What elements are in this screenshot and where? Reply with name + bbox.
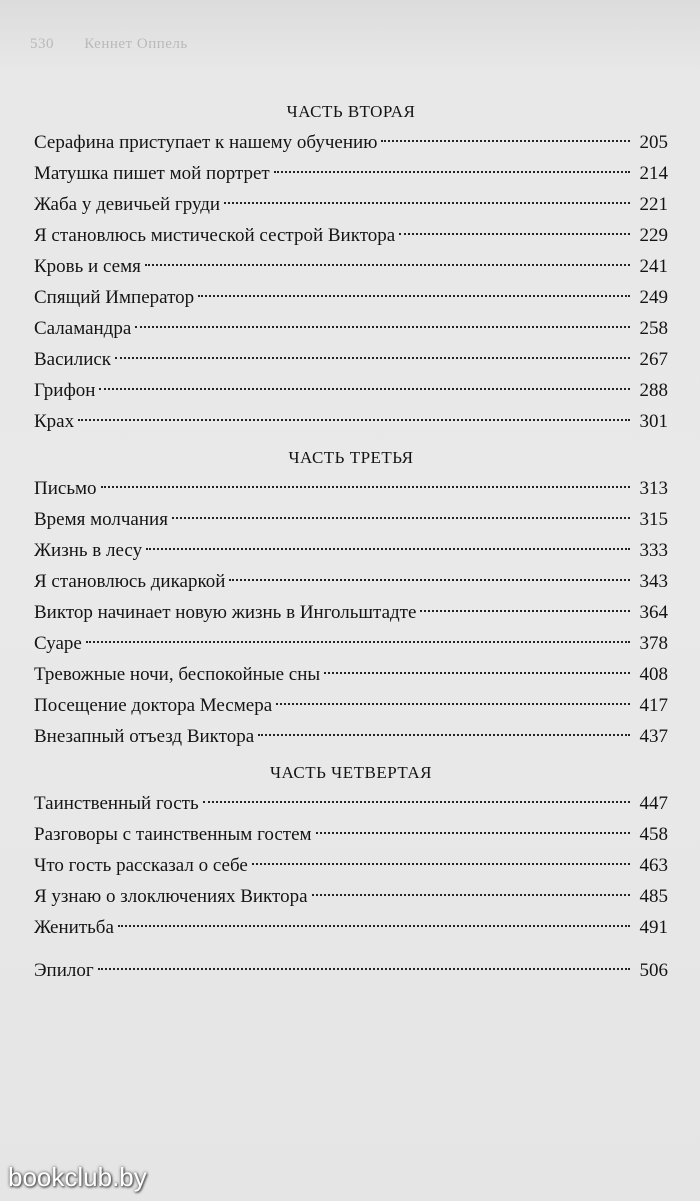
toc-entry-title: Я узнаю о злоключениях Виктора — [34, 886, 308, 907]
toc-entry — [34, 535, 668, 566]
dot-leader — [146, 548, 630, 550]
toc-entry-page: 408 — [639, 664, 668, 685]
toc-entry-page: 447 — [639, 793, 668, 814]
toc-entry-page: 458 — [639, 824, 668, 845]
toc-entry-page: 315 — [639, 509, 668, 530]
toc-entry — [34, 282, 668, 313]
toc-entry-title: Тревожные ночи, беспокойные сны — [34, 664, 321, 685]
toc-entry — [34, 504, 668, 535]
toc-entry — [34, 721, 668, 752]
toc-entry — [34, 251, 668, 282]
toc-entry-title: Кровь и семя — [34, 256, 141, 277]
toc-entry — [34, 690, 668, 721]
dot-leader — [229, 579, 630, 581]
toc-entry — [34, 406, 668, 437]
toc-entry-title: Женитьба — [34, 917, 114, 938]
toc-entry-title: Таинственный гость — [34, 793, 199, 814]
dot-leader — [198, 295, 630, 297]
toc-entry-page: 221 — [639, 194, 668, 215]
toc-entry-title: Грифон — [34, 380, 96, 401]
dot-leader — [224, 202, 630, 204]
toc-entry — [34, 659, 668, 690]
dot-leader — [115, 357, 630, 359]
part-four-title: ЧАСТЬ ЧЕТВЕРТАЯ — [269, 763, 433, 782]
toc-entry — [34, 788, 668, 819]
toc-entry-page: 364 — [639, 602, 668, 623]
toc-entry-page: 343 — [639, 571, 668, 592]
toc-entry-title: Посещение доктора Месмера — [34, 695, 273, 716]
toc-entry — [34, 220, 668, 251]
toc-entry-title: Матушка пишет мой портрет — [34, 163, 270, 184]
toc-entry-title: Жизнь в лесу — [34, 540, 143, 561]
toc-entry — [34, 158, 668, 189]
toc-entry-page: 267 — [639, 349, 668, 370]
toc-entry-page: 214 — [639, 163, 668, 184]
toc-entry-title: Эпилог — [34, 960, 94, 981]
dot-leader — [312, 894, 630, 896]
dot-leader — [252, 863, 630, 865]
dot-leader — [324, 672, 630, 674]
dot-leader — [135, 326, 630, 328]
dot-leader — [316, 832, 630, 834]
toc-entry-page: 258 — [639, 318, 668, 339]
toc-entry — [34, 597, 668, 628]
dot-leader — [258, 734, 630, 736]
toc-entry — [34, 127, 668, 158]
toc-entry-title: Я становлюсь дикаркой — [34, 571, 226, 592]
toc-entry-title: Письмо — [34, 478, 97, 499]
toc-entry-epilogue — [34, 955, 668, 986]
toc-entry-page: 229 — [639, 225, 668, 246]
toc-entry — [34, 566, 668, 597]
toc-entry-title: Саламандра — [34, 318, 132, 339]
watermark: bookclub.by — [8, 1162, 147, 1192]
part-three-title: ЧАСТЬ ТРЕТЬЯ — [288, 448, 414, 467]
dot-leader — [276, 703, 630, 705]
toc-entry-title: Суаре — [34, 633, 82, 654]
toc-entry-page: 437 — [639, 726, 668, 747]
toc-entry-title: Разговоры с таинственным гостем — [34, 824, 312, 845]
toc-entry-page: 249 — [639, 287, 668, 308]
toc-entry — [34, 189, 668, 220]
dot-leader — [420, 610, 630, 612]
dot-leader — [145, 264, 630, 266]
dot-leader — [99, 388, 630, 390]
dot-leader — [98, 968, 630, 970]
dot-leader — [203, 801, 630, 803]
toc-entry-title: Серафина приступает к нашему обучению — [34, 132, 378, 153]
dot-leader — [118, 925, 630, 927]
toc-entry-page: 417 — [639, 695, 668, 716]
toc-entry-title: Спящий Император — [34, 287, 195, 308]
dot-leader — [274, 171, 630, 173]
toc-entry-title: Внезапный отъезд Виктора — [34, 726, 255, 747]
toc-entry-title: Я становлюсь мистической сестрой Виктора — [34, 225, 396, 246]
toc-entry-page: 333 — [639, 540, 668, 561]
part-two-title: ЧАСТЬ ВТОРАЯ — [286, 102, 416, 121]
toc-entry — [34, 375, 668, 406]
dot-leader — [399, 233, 630, 235]
dot-leader — [86, 641, 630, 643]
toc-entry — [34, 473, 668, 504]
toc-entry-page: 301 — [639, 411, 668, 432]
toc-entry — [34, 819, 668, 850]
toc-entry-page: 205 — [639, 132, 668, 153]
toc-entry-page: 288 — [639, 380, 668, 401]
toc-entry — [34, 912, 668, 943]
toc-entry-title: Виктор начинает новую жизнь в Ингольштадте — [34, 602, 417, 623]
toc-entry-title: Крах — [34, 411, 75, 432]
toc-entry-page: 313 — [639, 478, 668, 499]
toc-entry-page: 241 — [639, 256, 668, 277]
toc-entry-title: Василиск — [34, 349, 112, 370]
toc-entry — [34, 313, 668, 344]
toc-entry — [34, 850, 668, 881]
toc-entry-page: 491 — [639, 917, 668, 938]
toc-entry — [34, 628, 668, 659]
toc-entry — [34, 344, 668, 375]
running-head — [30, 36, 214, 53]
dot-leader — [381, 140, 630, 142]
dot-leader — [101, 486, 630, 488]
table-of-contents — [34, 97, 668, 986]
dot-leader — [172, 517, 630, 519]
toc-entry-page: 378 — [639, 633, 668, 654]
toc-entry-title: Время молчания — [34, 509, 168, 530]
toc-entry-page: 463 — [639, 855, 668, 876]
toc-entry-page: 485 — [639, 886, 668, 907]
toc-entry-title: Жаба у девичьей груди — [34, 194, 221, 215]
toc-entry-title: Что гость рассказал о себе — [34, 855, 248, 876]
running-head-page-number: 530 — [30, 36, 54, 52]
running-head-author: Кеннет Оппель — [84, 36, 188, 52]
toc-entry — [34, 881, 668, 912]
dot-leader — [78, 419, 630, 421]
toc-entry-page: 506 — [639, 960, 668, 981]
